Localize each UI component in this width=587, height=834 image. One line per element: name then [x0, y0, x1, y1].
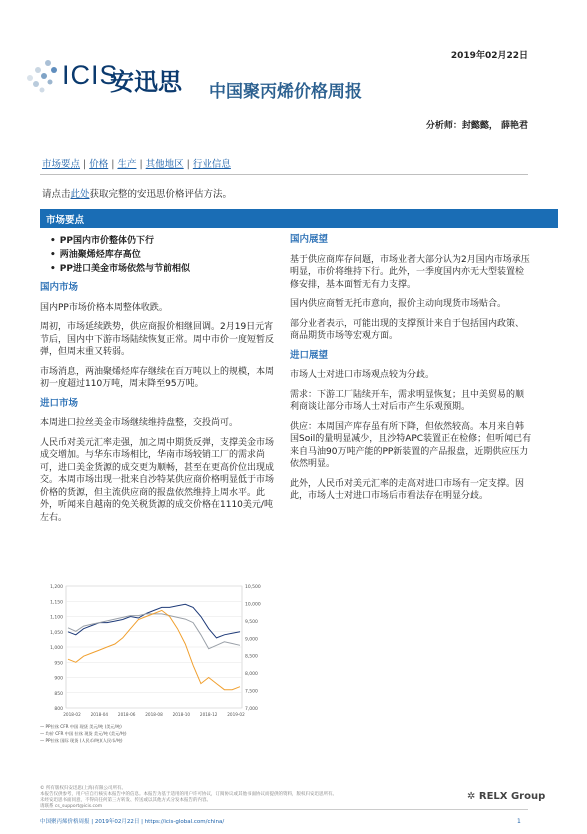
y-left-tick-label: 1,000	[50, 646, 63, 651]
y-left-tick-label: 850	[54, 691, 63, 697]
nav-divider	[40, 174, 528, 175]
report-date: 2019年02月22日	[450, 51, 528, 61]
y-left-tick-label: 1,100	[50, 615, 63, 621]
y-right-tick-label: 9,000	[245, 637, 258, 643]
nav-production[interactable]: 生产	[117, 159, 137, 170]
left-column	[40, 282, 276, 531]
footer-line: © 所有版权归安迅思(上海)有限公司所有。	[40, 786, 126, 791]
intro-line	[42, 186, 232, 200]
paragraph: 本周进口拉丝美金市场继续维持盘整，交投尚可。	[40, 418, 239, 428]
footer-divider	[40, 809, 528, 810]
y-right-tick-label: 8,000	[245, 672, 258, 678]
highlight-item: • PP进口美金市场依然与节前相似	[50, 262, 190, 276]
paragraph: 需求：下游工厂陆续开车，需求明显恢复；且中美贸易的顺利商谈让部分市场人士对后市产生乐观预期。	[290, 389, 525, 412]
x-tick-label: 2018-12	[199, 712, 218, 717]
highlights-list	[50, 234, 190, 276]
x-tick-label: 2018-06	[117, 712, 136, 717]
analyst-line: 分析师：封懿懿， 薛艳君	[425, 121, 528, 131]
logo-cn: 安迅思	[110, 68, 182, 96]
methodology-link[interactable]: 此处	[70, 189, 90, 200]
section-bar-title: 市场要点	[46, 215, 85, 226]
paragraph: 国内供应商暂无托市意向，报价主动向现货市场贴合。	[290, 299, 507, 309]
y-left-tick-label: 900	[54, 676, 63, 682]
heading-import-market: 进口市场	[40, 397, 79, 409]
y-left-tick-label: 950	[54, 661, 63, 667]
heading-import-outlook: 进口展望	[290, 349, 329, 361]
nav-highlights[interactable]: 市场要点	[42, 159, 81, 170]
intro-suffix: 获取完整的安迅思价格评估方法。	[89, 189, 233, 200]
price-chart	[36, 576, 269, 754]
paragraph: 部分业者表示，可能出现的支撑预计来自于包括国内政策、商品期货市场等宏观方面。	[290, 318, 525, 341]
legend-entry: — PP拉丝 国际 现货 (人民币/吨)(人民币/吨)	[40, 738, 123, 743]
paragraph: 供应：本周国产库存虽有所下降，但依然较高。本月来自韩国Soil的量明显减少，且沙特APC装置正在检修；但听闻已有来自马油90万吨产能的PP新装置的产品报盘，近期供应压力依然明显。	[290, 421, 532, 469]
footer-link[interactable]: 中国聚丙烯价格周报 | 2019年02月22日 | https://icis-global.com/china/	[40, 819, 225, 825]
y-right-tick-label: 10,500	[245, 585, 261, 590]
paragraph: 国内PP市场价格本周整体收跌。	[40, 302, 168, 313]
paragraph: 市场人士对进口市场观点较为分歧。	[290, 370, 435, 380]
paragraph: 人民币对美元汇率走强，加之周中期货反弹，支撑美金市场成交增加。与华东市场相比，华南市场较销工厂的需求尚可，进口美金货源的成交更为顺畅，甚至在更高价位出现成交。本周市场出现一批来自沙特某供应商价格明显低于市场价格的货源，但主流供应商的报盘依然维持上周水平。此外，听闻来自越南的免关税货源的成交价格在1110美元/吨左右。	[40, 437, 275, 523]
section-bar	[40, 209, 558, 228]
x-tick-label: 2018-04	[90, 712, 109, 717]
nav-other-regions[interactable]: 其他地区	[145, 159, 184, 170]
section-nav: 市场要点 | 价格 | 生产 | 其他地区 | 行业信息	[42, 159, 231, 170]
legend-entry: — PP拉丝 CFR 中国 现货 美元/吨 (美元/吨)	[40, 724, 122, 729]
x-tick-label: 2019-02	[227, 712, 245, 717]
y-right-tick-label: 8,500	[245, 654, 258, 660]
paragraph: 周初，市场延续跌势，供应商报价相继回调。2月19日元宵节后，国内中下游市场陆续恢复正常。周中市价一度短暂反弹，但周末重又转弱。	[40, 322, 275, 357]
footer-line: 本报告仅供参考，用户应自行核实本报告中的信息。本报告为基于适用的用户许可协议，订阅协议或其他书面协议而提供的资料，版权归安迅思所有。	[40, 792, 337, 797]
paragraph: 此外，人民币对美元汇率的走高对进口市场有一定支撑。因此，市场人士对进口市场后市看法存在明显分歧。	[290, 478, 525, 501]
y-left-tick-label: 1,200	[50, 585, 63, 590]
x-tick-label: 2018-08	[145, 712, 163, 717]
y-right-tick-label: 9,500	[245, 619, 258, 625]
nav-prices[interactable]: 价格	[89, 159, 109, 170]
heading-domestic-market: 国内市场	[40, 282, 79, 293]
report-title: 中国聚丙烯价格周报	[209, 82, 362, 102]
y-right-tick-label: 7,500	[245, 689, 258, 695]
y-left-tick-label: 1,150	[50, 600, 63, 606]
logo-text: ICIS	[62, 60, 119, 90]
y-left-tick-label: 800	[54, 707, 63, 712]
page-number: 1	[517, 818, 521, 825]
right-column	[290, 234, 532, 510]
nav-industry-info[interactable]: 行业信息	[192, 159, 231, 170]
relx-text: RELX Group	[478, 791, 546, 802]
footer-line: 未经安迅思书面同意，不得向任何第三方转发、传送或以其他方式分发本报告的内容。	[40, 798, 211, 803]
paragraph: 基于供应商库存问题，市场业者大部分认为2月国内市场承压明显，市价将维持下行。此外，一季度国内亦无大型装置检修安排，基本面暂无有力支撑。	[290, 254, 530, 290]
legend-entry: — 均价 CFR 中国 拉丝 现货 美元/吨 (美元/吨)	[40, 731, 127, 736]
highlight-item: • PP国内市价整体仍下行	[50, 234, 190, 248]
relx-logo: ✲ RELX Group	[467, 791, 546, 802]
y-left-tick-label: 1,050	[50, 630, 63, 636]
heading-domestic-outlook: 国内展望	[290, 234, 329, 245]
intro-prefix: 请点击	[42, 189, 71, 200]
y-right-tick-label: 7,000	[245, 707, 258, 712]
x-tick-label: 2018-10	[172, 712, 191, 717]
highlight-item: • 两油聚烯烃库存高位	[50, 248, 190, 262]
y-right-tick-label: 10,000	[245, 602, 261, 608]
footer-disclaimer	[40, 786, 540, 810]
paragraph: 市场消息，两油聚烯烃库存继续在百万吨以上的规模，本周初一度超过110万吨，周末降至95万吨。	[40, 366, 275, 389]
footer-line: 请联系 cs_support@icis.com	[40, 804, 103, 809]
x-tick-label: 2018-02	[63, 712, 81, 717]
